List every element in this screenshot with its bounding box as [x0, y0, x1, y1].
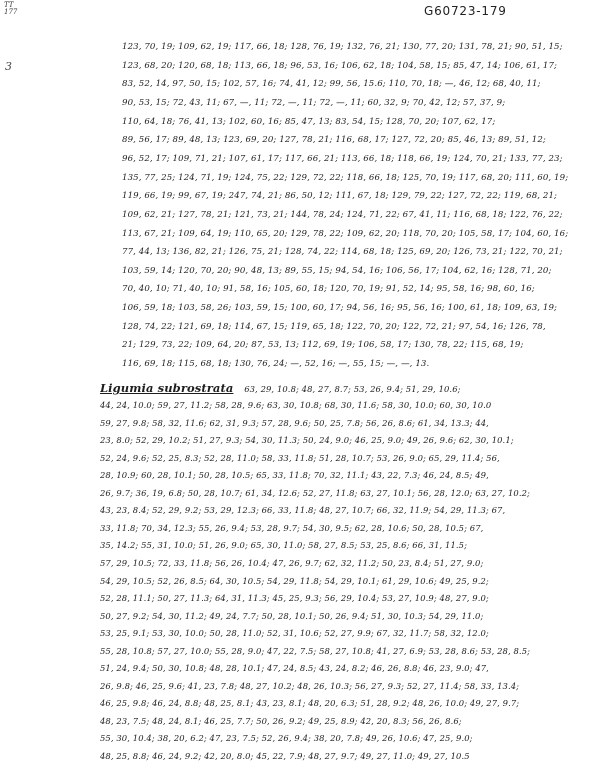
measurement-line: 43, 23, 8.4; 52, 29, 9.2; 53, 29, 12.3; 66, 33, 11.8; 48, 27, 10.7; 66, 32, 11.9; 54, 29, 11.3; 67,: [100, 505, 506, 516]
measurement-line: 54, 29, 10.5; 52, 26, 8.5; 64, 30, 10.5; 54, 29, 11.8; 54, 29, 10.1; 61, 29, 10.6; 49, 25, 9.2;: [100, 575, 489, 586]
margin-mark: 3: [5, 60, 12, 73]
measurement-line: 70, 40, 10; 71, 40, 10; 91, 58, 16; 105, 60, 18; 120, 70, 19; 91, 52, 14; 95, 58, 16; 98, 60, 16;: [122, 284, 535, 295]
measurement-line: 106, 59, 18; 103, 58, 26; 103, 59, 15; 100, 60, 17; 94, 56, 16; 95, 56, 16; 100, 61, 18; 109, 63, 19;: [122, 303, 558, 314]
measurement-line: 28, 10.9; 60, 28, 10.1; 50, 28, 10.5; 65, 33, 11.8; 70, 32, 11.1; 43, 22, 7.3; 46, 24, 8.5; 49,: [100, 470, 489, 481]
measurement-line: 128, 74, 22; 121, 69, 18; 114, 67, 15; 119, 65, 18; 122, 70, 20; 122, 72, 21; 97, 54, 16; 126, 78,: [122, 321, 546, 332]
measurement-line: 59, 27, 9.8; 58, 32, 11.6; 62, 31, 9.3; 57, 28, 9.6; 50, 25, 7.8; 56, 26, 8.6; 61, 34, 13.3; 44,: [100, 417, 489, 428]
measurement-line: 21; 129, 73, 22; 109, 64, 20; 87, 53, 13; 112, 69, 19; 106, 58, 17; 130, 78, 22; 115, 68, 19;: [122, 340, 524, 351]
measurement-line: 119, 66, 19; 99, 67, 19; 247, 74, 21; 86, 50, 12; 111, 67, 18; 129, 79, 22; 127, 72, 22; 119, 68, 21;: [122, 191, 558, 202]
document-id: G60723-179: [424, 4, 507, 18]
measurement-line: 90, 53, 15; 72, 43, 11; 67, —, 11; 72, —, 11; 72, —, 11; 60, 32, 9; 70, 42, 12; 57, 37, 9;: [122, 97, 506, 108]
measurement-line: 26, 9.8; 46, 25, 9.6; 41, 23, 7.8; 48, 27, 10.2; 48, 26, 10.3; 56, 27, 9.3; 52, 27, 11.4; 58, 33, 13.4;: [100, 680, 520, 691]
corner-mark-bottom: 177: [4, 8, 18, 16]
measurement-line: 83, 52, 14, 97, 50, 15; 102, 57, 16; 74, 41, 12; 99, 56, 15.6; 110, 70, 18; —, 46, 12; 68, 40, 11;: [122, 79, 541, 90]
measurement-line: 35, 14.2; 55, 31, 10.0; 51, 26, 9.0; 65, 30, 11.0; 58, 27, 8.5; 53, 25, 8.6; 66, 31, 11.5;: [100, 540, 468, 551]
measurement-line: 89, 56, 17; 89, 48, 13; 123, 69, 20; 127, 78, 21; 116, 68, 17; 127, 72, 20; 85, 46, 13; 89, 51, 12;: [122, 135, 546, 146]
measurement-line: 135, 77, 25; 124, 71, 19; 124, 75, 22; 129, 72, 22; 118, 66, 18; 125, 70, 19; 117, 68, 20; 111, 60, 19;: [122, 172, 569, 183]
measurement-line: 33, 11.8; 70, 34, 12.3; 55, 26, 9.4; 53, 28, 9.7; 54, 30, 9.5; 62, 28, 10.6; 50, 28, 10.5; 67,: [100, 522, 484, 533]
measurement-line: 44, 24, 10.0; 59, 27, 11.2; 58, 28, 9.6; 63, 30, 10.8; 68, 30, 11.6; 58, 30, 10.0; 60, 30, 10.0: [100, 400, 492, 410]
measurement-line: 23, 8.0; 52, 29, 10.2; 51, 27, 9.3; 54, 30, 11.3; 50, 24, 9.0; 46, 25, 9.0; 49, 26, 9.6; 62, 30, 10.1;: [100, 435, 514, 446]
measurement-line: 110, 64, 18; 76, 41, 13; 102, 60, 16; 85, 47, 13; 83, 54, 15; 128, 70, 20; 107, 62, 17;: [122, 116, 496, 127]
measurement-line: 96, 52, 17; 109, 71, 21; 107, 61, 17; 117, 66, 21; 113, 66, 18; 118, 66, 19; 124, 70, 21; 133, 77, 23;: [122, 153, 563, 164]
measurement-line: 52, 28, 11.1; 50, 27, 11.3; 64, 31, 11.3; 45, 25, 9.3; 56, 29, 10.4; 53, 27, 10.9; 48, 27, 9.0;: [100, 593, 489, 604]
species-heading-line: [100, 381, 594, 395]
measurement-line: 52, 24, 9.6; 52, 25, 8.3; 52, 28, 11.0; 58, 33, 11.8; 51, 28, 10.7; 53, 26, 9.0; 65, 29, 11.4; 56,: [100, 452, 500, 463]
measurement-line: 50, 27, 9.2; 54, 30, 11.2; 49, 24, 7.7; 50, 28, 10.1; 50, 26, 9.4; 51, 30, 10.3; 54, 29, 11.0;: [100, 610, 484, 621]
species-first-line: 63, 29, 10.8; 48, 27, 8.7; 53, 26, 9.4; 51, 29, 10.6;: [244, 384, 461, 394]
measurement-line: 26, 9.7; 36, 19, 6.8; 50, 28, 10.7; 61, 34, 12.6; 52, 27, 11.8; 63, 27, 10.1; 56, 28, 12.0; 63, 27, 10.2;: [100, 487, 530, 498]
measurement-line: 53, 25, 9.1; 53, 30, 10.0; 50, 28, 11.0; 52, 31, 10.6; 52, 27, 9.9; 67, 32, 11.7; 58, 32, 12.0;: [100, 628, 489, 639]
measurement-line: 77, 44, 13; 136, 82, 21; 126, 75, 21; 128, 74, 22; 114, 68, 18; 125, 69, 20; 126, 73, 21; 122, 70, 21;: [122, 247, 563, 258]
measurement-line: 51, 24, 9.4; 50, 30, 10.8; 48, 28, 10.1; 47, 24, 8.5; 43, 24, 8.2; 46, 26, 8.8; 46, 23, 9.0; 47,: [100, 663, 489, 674]
corner-mark-top: TT: [4, 1, 14, 9]
measurement-line: 55, 28, 10.8; 57, 27, 10.0; 55, 28, 9.0; 47, 22, 7.5; 58, 27, 10.8; 41, 27, 6.9; 53, 28, 8.6; 53, 28, 8.5;: [100, 645, 531, 656]
measurement-line: 113, 67, 21; 109, 64, 19; 110, 65, 20; 129, 78, 22; 109, 62, 20; 118, 70, 20; 105, 58, 17; 104, 60, 16;: [122, 228, 569, 239]
measurement-line: 123, 68, 20; 120, 68, 18; 113, 66, 18; 96, 53, 16; 106, 62, 18; 104, 58, 15; 85, 47, 14; 106, 61, 17;: [122, 60, 558, 71]
measurement-line: 116, 69, 18; 115, 68, 18; 130, 76, 24; —, 52, 16; —, 55, 15; —, —, 13.: [122, 359, 430, 370]
measurement-line: 48, 23, 7.5; 48, 24, 8.1; 46, 25, 7.7; 50, 26, 9.2; 49, 25, 8.9; 42, 20, 8.3; 56, 26, 8.6;: [100, 715, 462, 726]
measurement-line: 55, 30, 10.4; 38, 20, 6.2; 47, 23, 7.5; 52, 26, 9.4; 38, 20, 7.8; 49, 26, 10.6; 47, 25, 9.0;: [100, 733, 473, 744]
species-name: Ligumia subrostrata: [100, 381, 234, 395]
measurement-line: 46, 25, 9.8; 46, 24, 8.8; 48, 25, 8.1; 43, 23, 8.1; 48, 20, 6.3; 51, 28, 9.2; 48, 26, 10.0; 49, 27, 9.7;: [100, 698, 520, 709]
measurement-line: 109, 62, 21; 127, 78, 21; 121, 73, 21; 144, 78, 24; 124, 71, 22; 67, 41, 11; 116, 68, 18; 122, 76, 22;: [122, 209, 563, 220]
measurement-line: 103, 59, 14; 120, 70, 20; 90, 48, 13; 89, 55, 15; 94, 54, 16; 106, 56, 17; 104, 62, 16; 128, 71, 20;: [122, 265, 552, 276]
measurement-line: 57, 29, 10.5; 72, 33, 11.8; 56, 26, 10.4; 47, 26, 9.7; 62, 32, 11.2; 50, 23, 8.4; 51, 27, 9.0;: [100, 557, 484, 568]
measurement-line: 123, 70, 19; 109, 62, 19; 117, 66, 18; 128, 76, 19; 132, 76, 21; 130, 77, 20; 131, 78, 21; 90, 51, 15;: [122, 42, 563, 52]
measurement-line: 48, 25, 8.8; 46, 24, 9.2; 42, 20, 8.0; 45, 22, 7.9; 48, 27, 9.7; 49, 27, 11.0; 49, 27, 10.5: [100, 751, 470, 761]
corner-mark: [4, 2, 17, 16]
